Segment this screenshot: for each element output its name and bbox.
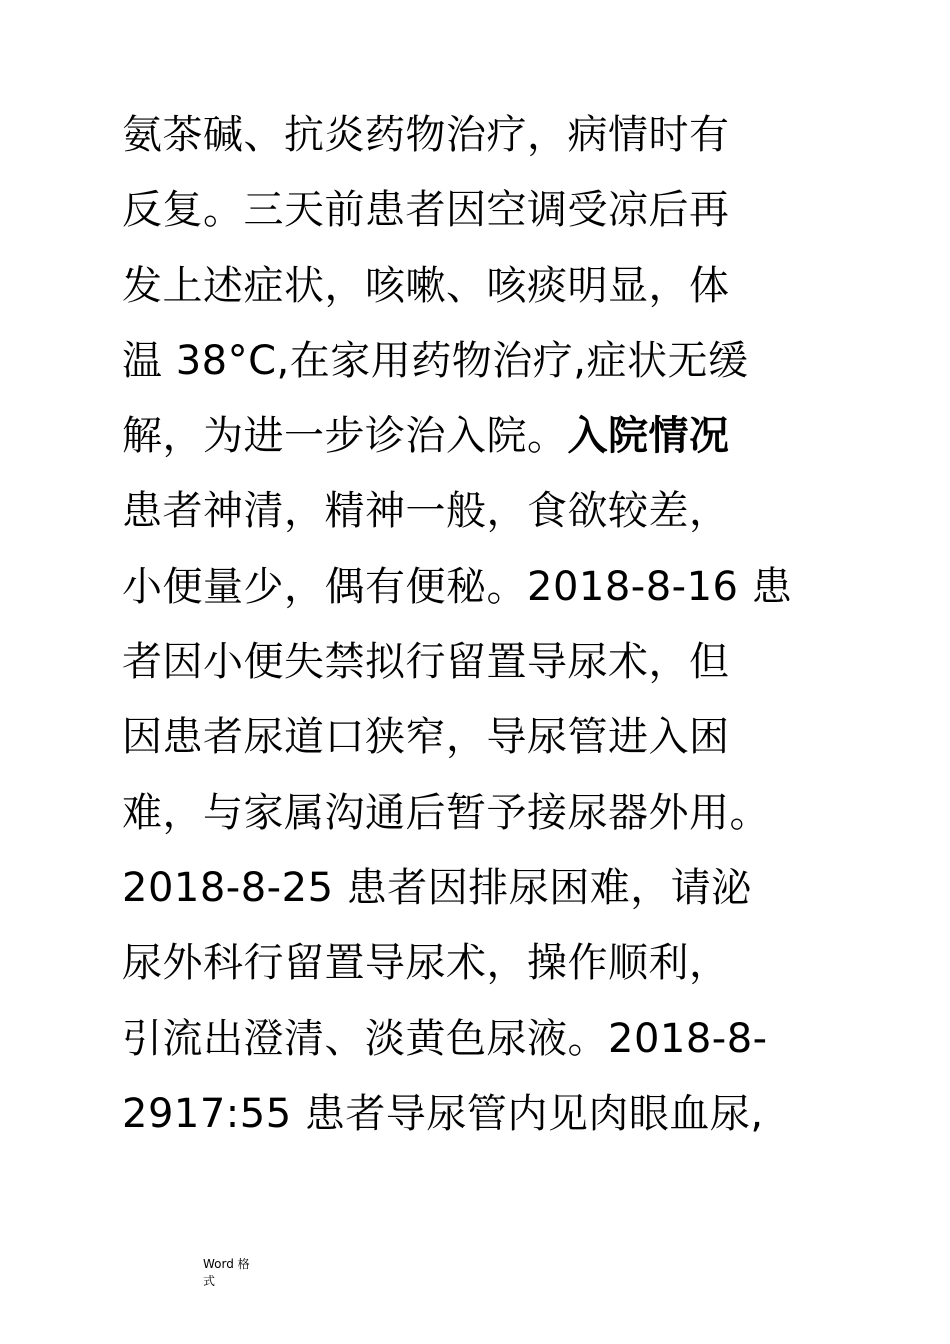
text-line xyxy=(122,700,882,775)
line-text: 反复。三天前患者因空调受凉后再 xyxy=(122,187,730,234)
text-line xyxy=(122,98,882,173)
text-line xyxy=(122,1002,882,1077)
text-line xyxy=(122,1077,882,1152)
line-text: 因患者尿道口狭窄，导尿管进入困 xyxy=(122,714,730,761)
line-text: 者因小便失禁拟行留置导尿术，但 xyxy=(122,639,730,686)
line-text: 患者神清，精神一般，食欲较差， xyxy=(122,488,730,535)
text-line xyxy=(122,399,882,474)
text-line xyxy=(122,851,882,926)
line-text: 2917:55 患者导尿管内见肉眼血尿, xyxy=(122,1090,764,1137)
document-body xyxy=(122,98,882,1152)
text-line xyxy=(122,625,882,700)
text-line xyxy=(122,324,882,399)
section-heading: 入院情况 xyxy=(567,413,730,460)
line-text: 引流出澄清、淡黄色尿液。2018-8- xyxy=(122,1015,768,1062)
line-text: 氨茶碱、抗炎药物治疗，病情时有 xyxy=(122,112,730,158)
text-line xyxy=(122,249,882,324)
line-text: 小便量少，偶有便秘。2018-8-16 患 xyxy=(122,563,793,610)
text-line xyxy=(122,926,882,1001)
text-line xyxy=(122,173,882,248)
line-text: 解，为进一步诊治入院。 xyxy=(122,413,568,460)
footer-line: 式 xyxy=(203,1274,216,1288)
line-text: 温 38°C,在家用药物治疗,症状无缓 xyxy=(122,337,749,384)
page-footer xyxy=(203,1256,250,1290)
text-line xyxy=(122,550,882,625)
text-line xyxy=(122,776,882,851)
text-line xyxy=(122,474,882,549)
line-text: 难，与家属沟通后暂予接尿器外用。 xyxy=(122,789,770,836)
line-text: 2018-8-25 患者因排尿困难，请泌 xyxy=(122,864,752,911)
line-text: 尿外科行留置导尿术，操作顺利， xyxy=(122,940,730,987)
footer-line: Word 格 xyxy=(203,1257,250,1271)
line-text: 发上述症状，咳嗽、咳痰明显，体 xyxy=(122,262,730,309)
